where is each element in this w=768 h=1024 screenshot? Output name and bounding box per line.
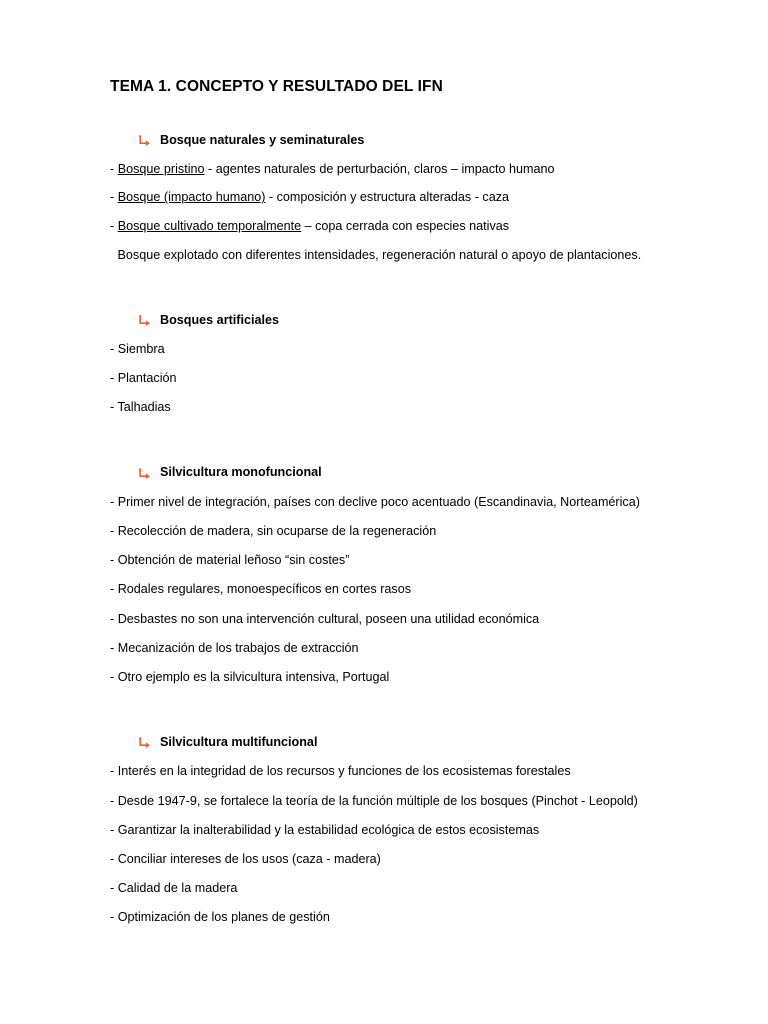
body-line	[110, 910, 696, 926]
body-line	[110, 371, 696, 387]
line-text: Optimización de los planes de gestión	[117, 910, 330, 925]
line-text: Primer nivel de integración, países con declive poco acentuado (Escandinavia, Norteamérica)	[117, 494, 640, 509]
line-prefix: -	[110, 822, 118, 837]
line-prefix: -	[110, 910, 118, 925]
line-text: - composición y estructura alteradas - caza	[265, 190, 510, 205]
document-section	[110, 465, 696, 685]
body-line	[110, 881, 696, 897]
line-term-underlined: Bosque (impacto humano)	[117, 190, 266, 205]
section-heading	[138, 465, 696, 480]
arrow-bullet-icon	[138, 468, 151, 481]
body-line	[110, 248, 696, 264]
line-prefix: -	[110, 523, 118, 538]
line-text: Conciliar intereses de los usos (caza - madera)	[117, 852, 381, 867]
line-prefix: -	[110, 793, 118, 808]
line-prefix: -	[110, 611, 118, 626]
line-prefix: -	[110, 370, 118, 385]
document-section	[110, 133, 696, 264]
section-heading	[138, 735, 696, 750]
section-heading-label: Bosque naturales y seminaturales	[160, 132, 365, 147]
body-line	[110, 670, 696, 686]
body-line	[110, 400, 696, 416]
body-line	[110, 342, 696, 358]
line-text: Siembra	[117, 341, 165, 356]
line-text: Desde 1947-9, se fortalece la teoría de la función múltiple de los bosques (Pinchot - Leopold)	[117, 793, 638, 808]
line-prefix: -	[110, 400, 118, 415]
body-line	[110, 219, 696, 235]
line-prefix: -	[110, 582, 118, 597]
body-line	[110, 764, 696, 780]
section-heading-label: Silvicultura multifuncional	[160, 735, 318, 750]
line-prefix: -	[110, 881, 118, 896]
section-heading	[138, 133, 696, 148]
arrow-bullet-icon	[138, 737, 151, 750]
line-prefix: -	[110, 190, 118, 205]
line-text: Interés en la integridad de los recursos y funciones de los ecosistemas forestales	[117, 764, 571, 779]
section-heading	[138, 313, 696, 328]
line-text: Recolección de madera, sin ocuparse de la regeneración	[117, 523, 437, 538]
line-prefix: -	[110, 640, 118, 655]
document-section	[110, 313, 696, 416]
line-prefix: -	[110, 494, 118, 509]
section-spacer	[110, 699, 696, 735]
body-line	[110, 553, 696, 569]
body-line	[110, 162, 696, 178]
body-line	[110, 582, 696, 598]
body-line	[110, 495, 696, 511]
line-text: Talhadias	[117, 400, 171, 415]
line-prefix: -	[110, 852, 118, 867]
line-text: Rodales regulares, monoespecíficos en cortes rasos	[117, 582, 412, 597]
line-prefix: -	[110, 219, 118, 234]
line-text: Bosque explotado con diferentes intensidades, regeneración natural o apoyo de plantaciones.	[117, 247, 642, 262]
arrow-bullet-icon	[138, 135, 151, 148]
line-prefix: -	[110, 341, 118, 356]
line-prefix: -	[110, 553, 118, 568]
line-text: Garantizar la inalterabilidad y la estabilidad ecológica de estos ecosistemas	[117, 822, 540, 837]
document-body	[110, 97, 696, 927]
section-spacer	[110, 277, 696, 313]
line-text: Obtención de material leñoso “sin costes”	[117, 553, 350, 568]
section-heading-label: Bosques artificiales	[160, 312, 279, 327]
line-text: Desbastes no son una intervención cultural, poseen una utilidad económica	[117, 611, 540, 626]
body-line	[110, 641, 696, 657]
document-section	[110, 735, 696, 926]
line-prefix: -	[110, 669, 118, 684]
line-prefix: -	[110, 161, 118, 176]
section-spacer	[110, 429, 696, 465]
body-line	[110, 823, 696, 839]
arrow-bullet-icon	[138, 315, 151, 328]
line-text: Plantación	[117, 370, 177, 385]
body-line	[110, 524, 696, 540]
page-title: TEMA 1. CONCEPTO Y RESULTADO DEL IFN	[110, 78, 443, 95]
body-line	[110, 794, 696, 810]
section-heading-label: Silvicultura monofuncional	[160, 465, 322, 480]
line-prefix: -	[110, 764, 118, 779]
line-term-underlined: Bosque pristino	[117, 161, 205, 176]
body-line	[110, 612, 696, 628]
line-text: Calidad de la madera	[117, 881, 238, 896]
line-text: - agentes naturales de perturbación, claros – impacto humano	[204, 161, 555, 176]
line-text: Mecanización de los trabajos de extracción	[117, 640, 359, 655]
line-term-underlined: Bosque cultivado temporalmente	[117, 219, 302, 234]
section-spacer	[110, 97, 696, 133]
body-line	[110, 190, 696, 206]
line-text: Otro ejemplo es la silvicultura intensiva, Portugal	[117, 669, 390, 684]
body-line	[110, 852, 696, 868]
line-text: – copa cerrada con especies nativas	[301, 219, 510, 234]
